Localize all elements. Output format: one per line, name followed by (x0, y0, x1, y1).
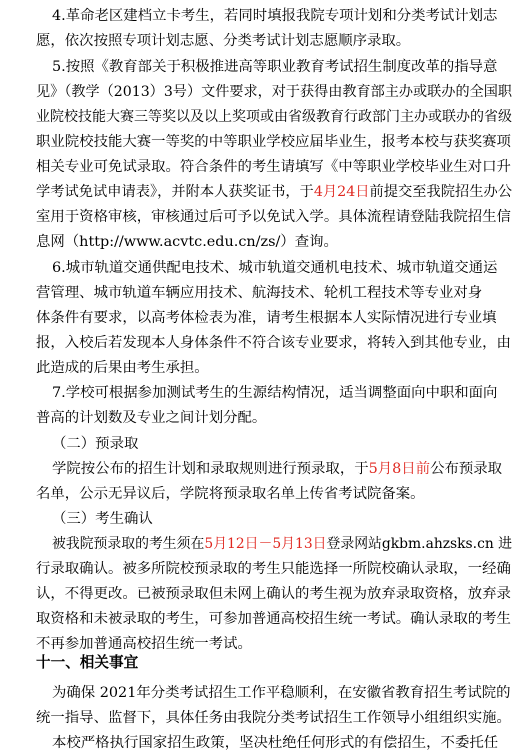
item5-line-2: 见》（教学（2013）3号）文件要求，对于获得由教育部主办或联办的全国职 (36, 84, 512, 100)
section2-line-1 (52, 457, 502, 482)
section3-title: （三）考生确认 (52, 511, 153, 527)
item5-line-1: 5.按照《教育部关于积极推进高等职业教育考试招生制度改革的指导意 (52, 59, 498, 75)
section11-line-1: 为确保 2021年分类考试招生工作平稳顺利，在安徽省教育招生考试院的 (52, 685, 511, 701)
section3-line-3: 认，不得更改。已被预录取但未网上确认的考生视为放弃录取资格，放弃录 (36, 586, 511, 602)
highlighted-date: 4月24日 (313, 184, 370, 200)
section11-heading: 十一、相关事宜 (36, 654, 139, 671)
section11-line-2: 统一指导、监督下，具体任务由我院分类考试招生工作领导小组组织实施。 (36, 710, 511, 726)
item5-line-6-tail: 前提交至我院招生办公 (369, 184, 512, 200)
section2-line-2: 名单，公示无异议后，学院将预录取名单上传省考试院备案。 (36, 486, 425, 502)
item7-line-2: 普高的计划数及专业之间计划分配。 (36, 410, 267, 426)
item5-line-4: 职业院校技能大赛一等奖的中等职业学校应届毕业生，报考本校与获奖赛项 (36, 134, 511, 150)
section3-line-2: 行录取确认。被多所院校预录取的考生只能选择一所院校确认录取，一经确 (36, 561, 511, 577)
section3-line-4: 取资格和未被录取的考生，可参加普通高校招生统一考试。确认录取的考生 (36, 611, 511, 627)
section3-line-5: 不再参加普通高校招生统一考试。 (36, 636, 252, 652)
section2-tail: 公布预录取 (430, 461, 503, 477)
section3-tail: 登录网站gkbm.ahzsks.cn 进 (326, 536, 512, 552)
item7-line-1: 7.学校可根据参加测试考生的生源结构情况，适当调整面向中职和面向 (52, 385, 498, 401)
item5-line-5: 相关专业可免试录取。符合条件的考生请填写《中等职业学校毕业生对口升 (36, 159, 511, 175)
item4-line-1: 4.革命老区建档立卡考生，若同时填报我院专项计划和分类考试计划志 (52, 8, 498, 24)
section3-text: 被我院预录取的考生须在 (52, 536, 205, 552)
item6-line-3: 体条件有要求，以高考体检表为准，请考生根据本人实际情况进行专业填 (36, 310, 497, 326)
highlighted-date: 5月12日－5月13日 (204, 536, 327, 552)
item5-line-7: 室用于资格审核，审核通过后可予以免试入学。具体流程请登陆我院招生信 (36, 209, 511, 225)
item4-line-2: 愿，依次按照专项计划志愿、分类考试计划志愿顺序录取。 (36, 33, 411, 49)
section2-text: 学院按公布的招生计划和录取规则进行预录取，于 (52, 461, 369, 477)
item6-line-5: 此造成的后果由考生承担。 (36, 360, 209, 376)
item6-line-1: 6.城市轨道交通供配电技术、城市轨道交通机电技术、城市轨道交通运 (52, 260, 498, 276)
highlighted-date: 5月8日前 (368, 461, 431, 477)
item5-line-6-text: 学考试免试申请表》，并附本人获奖证书，于 (36, 184, 314, 200)
section2-title: （二）预录取 (52, 436, 139, 452)
item5-line-3: 业院校技能大赛三等奖以及以上奖项或由省级教育行政部门主办或联办的省级 (36, 109, 512, 125)
item5-line-8: 息网（http://www.acvtc.edu.cn/zs/）查询。 (36, 234, 338, 250)
section3-line-1 (52, 532, 512, 557)
item6-line-4: 报，入校后若发现本人身体条件不符合该专业要求，将转入到其他专业，由 (36, 335, 511, 351)
item5-line-6 (36, 180, 512, 205)
item6-line-2: 营管理、城市轨道车辆应用技术、航海技术、轮机工程技术等专业对身 (36, 285, 483, 301)
section11-line-3: 本校严格执行国家招生政策，坚决杜绝任何形式的有偿招生，不委托任 (52, 735, 499, 751)
